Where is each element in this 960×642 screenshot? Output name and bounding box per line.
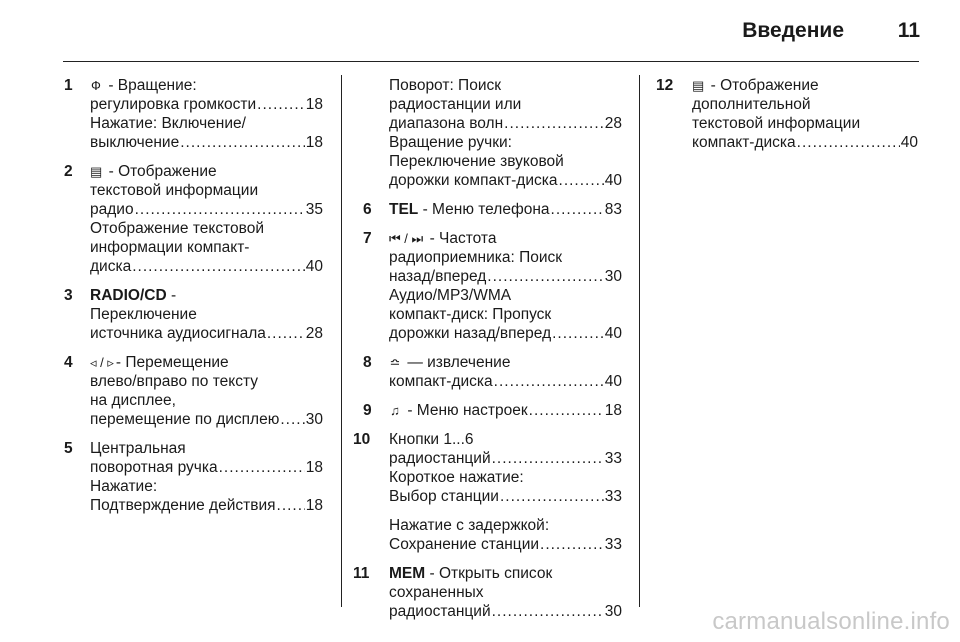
item-text: - Меню настроек: [407, 402, 528, 419]
page-header: [0, 0, 960, 62]
section-title: Введение: [742, 19, 844, 42]
page-ref: 33: [604, 536, 622, 553]
list-item: [363, 200, 622, 219]
item-text: Центральная: [90, 440, 186, 457]
column-divider-2: [639, 75, 640, 607]
list-item: [363, 229, 622, 343]
list-item: [353, 430, 622, 554]
item-text: Нажатие:: [90, 478, 158, 495]
item-text: влево/вправо по тексту: [90, 373, 258, 390]
item-number: 10: [353, 431, 371, 448]
item-number: 12: [656, 77, 674, 94]
item-text: Кнопки 1...6: [389, 431, 474, 448]
index-line: [389, 200, 622, 219]
item-number: 3: [64, 287, 73, 304]
item-text: поворотная ручка: [90, 459, 218, 476]
item-text: - Отображение: [710, 77, 819, 94]
index-line: [90, 496, 323, 515]
list-item: [64, 353, 323, 429]
item-text: — извлечение: [407, 354, 511, 371]
page-ref: 40: [305, 258, 323, 275]
item-text: текстовой информации: [692, 115, 861, 132]
page-ref: 33: [604, 450, 622, 467]
item-text: текстовой информации: [90, 182, 259, 199]
item-text: диапазона волн: [389, 115, 504, 132]
item-number: 7: [363, 230, 372, 247]
column-divider-1: [341, 75, 342, 607]
index-line: [389, 535, 622, 554]
item-text: выключение: [90, 134, 180, 151]
item-number: 9: [363, 402, 372, 419]
item-text: источника аудиосигнала: [90, 325, 266, 342]
page-ref: 40: [900, 134, 918, 151]
item-text: - Частота: [429, 230, 497, 247]
column-2: [353, 76, 622, 631]
item-number: 6: [363, 201, 372, 218]
list-item: [363, 401, 622, 420]
list-item: [64, 439, 323, 515]
list-item: [656, 76, 918, 152]
page-ref: 40: [604, 172, 622, 189]
mem-key: MEM: [389, 565, 426, 582]
list-item: [64, 76, 323, 152]
index-line: [90, 324, 323, 343]
item-text: - Перемещение: [115, 354, 229, 371]
column-1: [64, 76, 323, 525]
page-ref: 30: [604, 268, 622, 285]
item-text: Подтверждение действия: [90, 497, 276, 514]
page-ref: 18: [305, 96, 323, 113]
item-number: 2: [64, 163, 73, 180]
page-ref: 18: [305, 459, 323, 476]
item-text: радио: [90, 201, 134, 218]
index-line: [90, 133, 323, 152]
item-text: на дисплее,: [90, 392, 176, 409]
index-line: [389, 372, 622, 391]
item-text: радиоприемника: Поиск: [389, 249, 563, 266]
list-item: [64, 286, 323, 343]
settings-sound-icon: ♫: [390, 403, 400, 418]
radio-cd-key: RADIO/CD: [90, 287, 167, 304]
item-text: дорожки компакт-диска: [389, 172, 558, 189]
page-number: 11: [897, 19, 920, 42]
left-right-arrows-icon: ◃ / ▹: [90, 355, 114, 370]
item-text: диска: [90, 258, 132, 275]
watermark: carmanualsonline.info: [712, 608, 950, 635]
item-text: компакт-диска: [389, 373, 493, 390]
item-number: 1: [64, 77, 73, 94]
list-item: [64, 162, 323, 276]
item-text: Аудио/MP3/WMA: [389, 287, 512, 304]
item-text: радиостанций: [389, 450, 491, 467]
item-text: дорожки назад/вперед: [389, 325, 552, 342]
index-line: [90, 200, 323, 219]
item-text: Выбор станции: [389, 488, 499, 505]
item-text: радиостанции или: [389, 96, 522, 113]
eject-icon: ≏: [389, 355, 401, 370]
info-display-icon: ▤: [90, 164, 103, 179]
item-text: - Вращение:: [108, 77, 197, 94]
item-text: - Открыть список: [429, 565, 553, 582]
item-text: Нажатие с задержкой:: [389, 517, 550, 534]
index-line: [389, 324, 622, 343]
page-ref: 28: [305, 325, 323, 342]
list-item: [363, 353, 622, 391]
item-text: назад/вперед: [389, 268, 487, 285]
item-text: сохраненных: [389, 584, 484, 601]
index-line: [90, 257, 323, 276]
item-text: Нажатие: Включение/: [90, 115, 246, 132]
index-line: [90, 95, 323, 114]
item-text: перемещение по дисплею: [90, 411, 280, 428]
page-ref: 28: [604, 115, 622, 132]
index-line: [389, 449, 622, 468]
item-text: Поворот: Поиск: [389, 77, 502, 94]
item-text: - Меню телефона: [422, 201, 550, 218]
header-divider: [63, 61, 919, 62]
item-text: Отображение текстовой: [90, 220, 264, 237]
info-display-icon: ▤: [692, 78, 705, 93]
tel-key: TEL: [389, 201, 419, 218]
item-text: Сохранение станции: [389, 536, 540, 553]
column-3: [656, 76, 918, 162]
index-line: [389, 171, 622, 190]
index-line: [389, 401, 622, 420]
page-ref: 33: [604, 488, 622, 505]
item-text: Вращение ручки:: [389, 134, 512, 151]
index-line: [692, 133, 918, 152]
item-text: Короткое нажатие:: [389, 469, 524, 486]
power-icon: Ф: [91, 78, 101, 93]
page-ref: 40: [604, 325, 622, 342]
page-ref: 18: [305, 134, 323, 151]
page-ref: 30: [604, 603, 622, 620]
page-ref: 35: [305, 201, 323, 218]
index-line: [389, 114, 622, 133]
item-text: регулировка громкости: [90, 96, 257, 113]
page-ref: 40: [604, 373, 622, 390]
item-text: дополнительной: [692, 96, 811, 113]
item-text: - Отображение: [108, 163, 217, 180]
item-text: компакт-диск: Пропуск: [389, 306, 552, 323]
item-text: радиостанций: [389, 603, 491, 620]
item-number: 4: [64, 354, 73, 371]
list-item: [353, 564, 622, 621]
item-text: компакт-диска: [692, 134, 796, 151]
page-ref: 18: [604, 402, 622, 419]
item-text: Переключение звуковой: [389, 153, 564, 170]
page-ref: 30: [305, 411, 323, 428]
index-line: [90, 410, 323, 429]
item-text: Переключение: [90, 306, 197, 323]
item-number: 8: [363, 354, 372, 371]
index-line: [389, 602, 622, 621]
list-item-continued: [363, 76, 622, 190]
index-line: [90, 458, 323, 477]
index-line: [389, 487, 622, 506]
index-line: [389, 267, 622, 286]
item-number: 5: [64, 440, 73, 457]
item-text: информации компакт-: [90, 239, 250, 256]
page-ref: 83: [604, 201, 622, 218]
item-text: -: [170, 287, 177, 304]
item-number: 11: [353, 565, 370, 582]
page-ref: 18: [305, 497, 323, 514]
seek-back-forward-icon: ⏮ / ⏭: [389, 231, 424, 246]
